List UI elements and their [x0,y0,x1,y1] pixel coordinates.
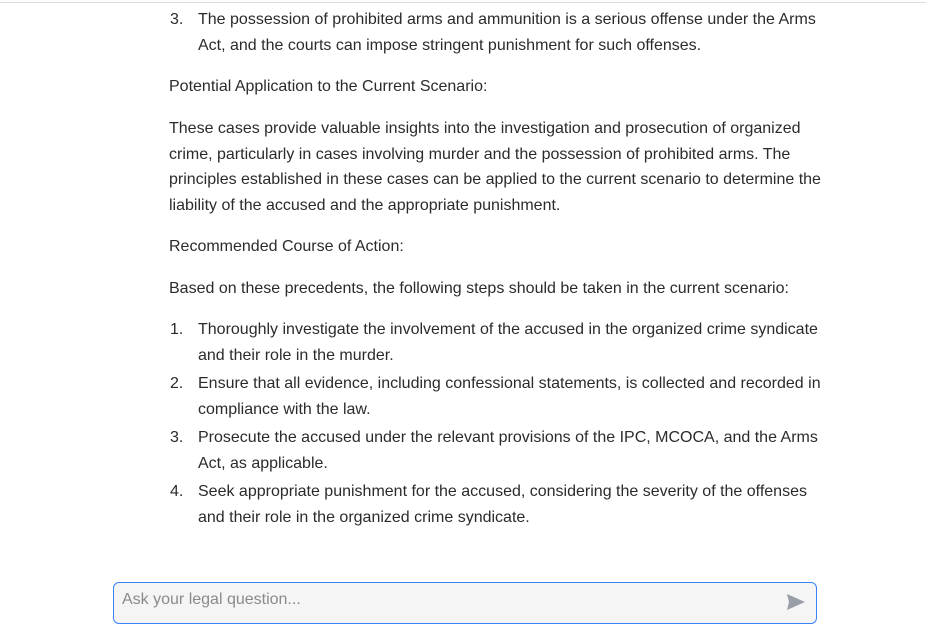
heading-action: Recommended Course of Action: [169,238,404,255]
list-number: 1. [170,321,184,338]
list-number: 3. [170,11,184,28]
paragraph-application: These cases provide valuable insights into the investigation and prosecution of organized crime, particularly in cases involving murder and the possession of prohibited arms. The principles established in these cases can be applied to the current scenario to determine the liability of the accused and the appropriate punishment. [169,120,821,214]
list-recommended-steps [169,317,824,533]
list-item [169,371,824,422]
send-arrow-icon[interactable] [786,593,806,611]
question-input-box [113,582,817,624]
list-number: 3. [170,429,184,446]
paragraph-action: Based on these precedents, the following steps should be taken in the current scenario: [169,280,789,297]
list-item [169,425,824,476]
list-number: 2. [170,375,184,392]
list-item [169,317,824,368]
list-item [169,479,824,530]
list-item-text: Seek appropriate punishment for the accused, considering the severity of the offenses and their role in the organized crime syndicate. [198,483,807,526]
list-item-text: Prosecute the accused under the relevant provisions of the IPC, MCOCA, and the Arms Act, as applicable. [198,429,818,472]
heading-application: Potential Application to the Current Scenario: [169,78,488,95]
top-divider [0,2,926,3]
list-item [169,7,824,58]
list-item-text: The possession of prohibited arms and ammunition is a serious offense under the Arms Act, and the courts can impose stringent punishment for such offenses. [198,11,816,54]
question-input[interactable] [122,589,772,611]
list-item-text: Thoroughly investigate the involvement of the accused in the organized crime syndicate and their role in the murder. [198,321,818,364]
list-number: 4. [170,483,184,500]
list-item-text: Ensure that all evidence, including confessional statements, is collected and recorded in compliance with the law. [198,375,821,418]
list-legal-principles [169,7,824,61]
